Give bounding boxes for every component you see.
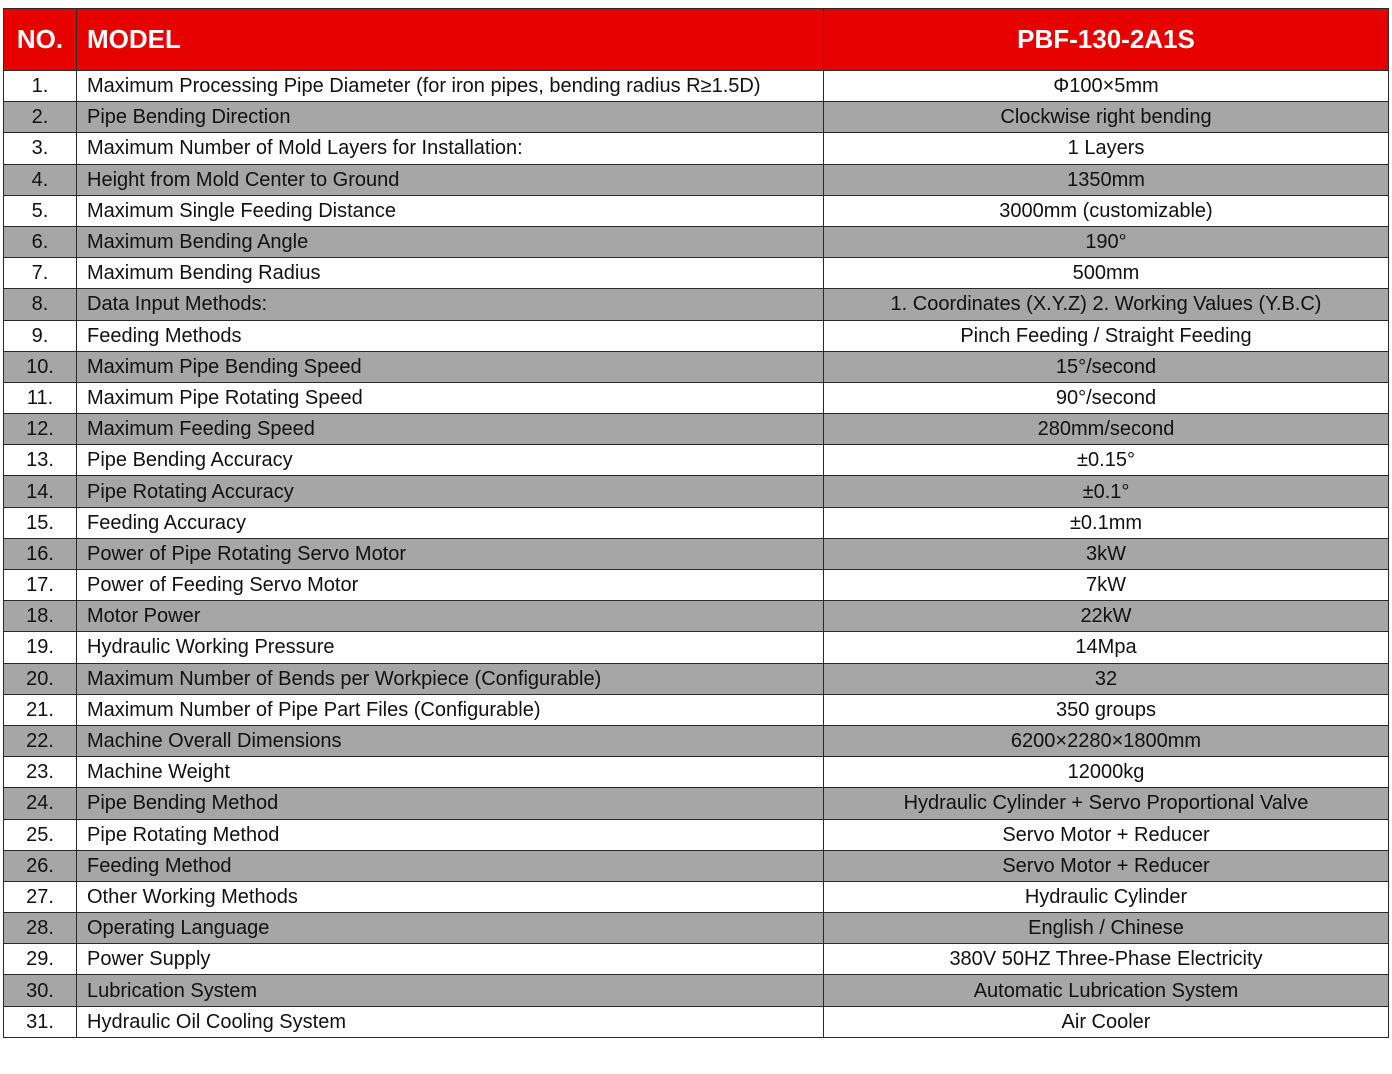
parameter-name: Maximum Bending Angle xyxy=(77,226,824,257)
row-number: 19. xyxy=(4,632,77,663)
parameter-name: Motor Power xyxy=(77,601,824,632)
table-row xyxy=(4,1006,1389,1037)
parameter-value: 90°/second xyxy=(824,382,1389,413)
parameter-value: Hydraulic Cylinder + Servo Proportional Valve xyxy=(824,788,1389,819)
parameter-name: Maximum Bending Radius xyxy=(77,258,824,289)
parameter-value: English / Chinese xyxy=(824,913,1389,944)
parameter-value: 380V 50HZ Three-Phase Electricity xyxy=(824,944,1389,975)
parameter-value: 350 groups xyxy=(824,694,1389,725)
row-number: 5. xyxy=(4,195,77,226)
table-row xyxy=(4,850,1389,881)
row-number: 16. xyxy=(4,538,77,569)
parameter-value: Servo Motor + Reducer xyxy=(824,850,1389,881)
spec-table xyxy=(3,8,1389,1038)
table-row xyxy=(4,944,1389,975)
table-row xyxy=(4,351,1389,382)
spec-table-header xyxy=(4,9,1389,71)
parameter-name: Pipe Rotating Method xyxy=(77,819,824,850)
table-row xyxy=(4,507,1389,538)
parameter-name: Pipe Bending Direction xyxy=(77,102,824,133)
parameter-value: 22kW xyxy=(824,601,1389,632)
table-row xyxy=(4,694,1389,725)
parameter-name: Machine Weight xyxy=(77,757,824,788)
parameter-name: Maximum Number of Mold Layers for Installation: xyxy=(77,133,824,164)
table-row xyxy=(4,570,1389,601)
parameter-value: 1350mm xyxy=(824,164,1389,195)
parameter-value: 3kW xyxy=(824,538,1389,569)
row-number: 23. xyxy=(4,757,77,788)
parameter-name: Operating Language xyxy=(77,913,824,944)
parameter-name: Maximum Pipe Rotating Speed xyxy=(77,382,824,413)
table-row xyxy=(4,632,1389,663)
parameter-name: Pipe Bending Accuracy xyxy=(77,445,824,476)
row-number: 9. xyxy=(4,320,77,351)
parameter-name: Feeding Method xyxy=(77,850,824,881)
row-number: 14. xyxy=(4,476,77,507)
table-row xyxy=(4,476,1389,507)
parameter-name: Maximum Pipe Bending Speed xyxy=(77,351,824,382)
table-row xyxy=(4,414,1389,445)
parameter-value: 12000kg xyxy=(824,757,1389,788)
parameter-value: Hydraulic Cylinder xyxy=(824,881,1389,912)
row-number: 30. xyxy=(4,975,77,1006)
table-row xyxy=(4,881,1389,912)
row-number: 17. xyxy=(4,570,77,601)
parameter-value: Clockwise right bending xyxy=(824,102,1389,133)
parameter-value: 1 Layers xyxy=(824,133,1389,164)
row-number: 7. xyxy=(4,258,77,289)
row-number: 21. xyxy=(4,694,77,725)
parameter-value: 3000mm (customizable) xyxy=(824,195,1389,226)
header-model: MODEL xyxy=(77,9,824,71)
row-number: 2. xyxy=(4,102,77,133)
parameter-name: Machine Overall Dimensions xyxy=(77,725,824,756)
table-row xyxy=(4,975,1389,1006)
table-row xyxy=(4,819,1389,850)
table-row xyxy=(4,320,1389,351)
parameter-value: 14Mpa xyxy=(824,632,1389,663)
row-number: 26. xyxy=(4,850,77,881)
parameter-name: Data Input Methods: xyxy=(77,289,824,320)
parameter-name: Power Supply xyxy=(77,944,824,975)
table-row xyxy=(4,258,1389,289)
table-row xyxy=(4,725,1389,756)
row-number: 12. xyxy=(4,414,77,445)
row-number: 25. xyxy=(4,819,77,850)
row-number: 28. xyxy=(4,913,77,944)
table-row xyxy=(4,663,1389,694)
row-number: 8. xyxy=(4,289,77,320)
table-row xyxy=(4,601,1389,632)
row-number: 22. xyxy=(4,725,77,756)
table-row xyxy=(4,913,1389,944)
parameter-name: Maximum Feeding Speed xyxy=(77,414,824,445)
parameter-value: ±0.1mm xyxy=(824,507,1389,538)
parameter-name: Other Working Methods xyxy=(77,881,824,912)
row-number: 10. xyxy=(4,351,77,382)
row-number: 18. xyxy=(4,601,77,632)
parameter-name: Feeding Accuracy xyxy=(77,507,824,538)
parameter-value: Servo Motor + Reducer xyxy=(824,819,1389,850)
header-row xyxy=(4,9,1389,71)
parameter-value: 190° xyxy=(824,226,1389,257)
parameter-name: Lubrication System xyxy=(77,975,824,1006)
parameter-name: Maximum Number of Bends per Workpiece (Configurable) xyxy=(77,663,824,694)
table-row xyxy=(4,195,1389,226)
row-number: 24. xyxy=(4,788,77,819)
row-number: 20. xyxy=(4,663,77,694)
parameter-value: 1. Coordinates (X.Y.Z) 2. Working Values (Y.B.C) xyxy=(824,289,1389,320)
table-row xyxy=(4,164,1389,195)
parameter-value: Air Cooler xyxy=(824,1006,1389,1037)
parameter-name: Hydraulic Working Pressure xyxy=(77,632,824,663)
table-row xyxy=(4,445,1389,476)
parameter-value: 6200×2280×1800mm xyxy=(824,725,1389,756)
parameter-value: 15°/second xyxy=(824,351,1389,382)
table-row xyxy=(4,289,1389,320)
table-row xyxy=(4,757,1389,788)
table-row xyxy=(4,102,1389,133)
parameter-value: 7kW xyxy=(824,570,1389,601)
parameter-name: Power of Feeding Servo Motor xyxy=(77,570,824,601)
parameter-name: Maximum Single Feeding Distance xyxy=(77,195,824,226)
parameter-name: Power of Pipe Rotating Servo Motor xyxy=(77,538,824,569)
parameter-value: Automatic Lubrication System xyxy=(824,975,1389,1006)
parameter-name: Pipe Bending Method xyxy=(77,788,824,819)
parameter-name: Height from Mold Center to Ground xyxy=(77,164,824,195)
row-number: 27. xyxy=(4,881,77,912)
row-number: 3. xyxy=(4,133,77,164)
parameter-name: Hydraulic Oil Cooling System xyxy=(77,1006,824,1037)
parameter-name: Maximum Number of Pipe Part Files (Configurable) xyxy=(77,694,824,725)
row-number: 13. xyxy=(4,445,77,476)
row-number: 1. xyxy=(4,71,77,102)
parameter-name: Maximum Processing Pipe Diameter (for iron pipes, bending radius R≥1.5D) xyxy=(77,71,824,102)
row-number: 6. xyxy=(4,226,77,257)
parameter-value: 500mm xyxy=(824,258,1389,289)
parameter-name: Feeding Methods xyxy=(77,320,824,351)
parameter-value: ±0.15° xyxy=(824,445,1389,476)
row-number: 11. xyxy=(4,382,77,413)
header-model-name: PBF-130-2A1S xyxy=(824,9,1389,71)
table-row xyxy=(4,133,1389,164)
row-number: 4. xyxy=(4,164,77,195)
row-number: 15. xyxy=(4,507,77,538)
table-row xyxy=(4,382,1389,413)
table-row xyxy=(4,538,1389,569)
table-row xyxy=(4,226,1389,257)
parameter-value: ±0.1° xyxy=(824,476,1389,507)
table-row xyxy=(4,788,1389,819)
table-row xyxy=(4,71,1389,102)
parameter-name: Pipe Rotating Accuracy xyxy=(77,476,824,507)
parameter-value: 280mm/second xyxy=(824,414,1389,445)
header-no: NO. xyxy=(4,9,77,71)
parameter-value: Φ100×5mm xyxy=(824,71,1389,102)
spec-table-body xyxy=(4,71,1389,1038)
parameter-value: 32 xyxy=(824,663,1389,694)
row-number: 29. xyxy=(4,944,77,975)
row-number: 31. xyxy=(4,1006,77,1037)
parameter-value: Pinch Feeding / Straight Feeding xyxy=(824,320,1389,351)
